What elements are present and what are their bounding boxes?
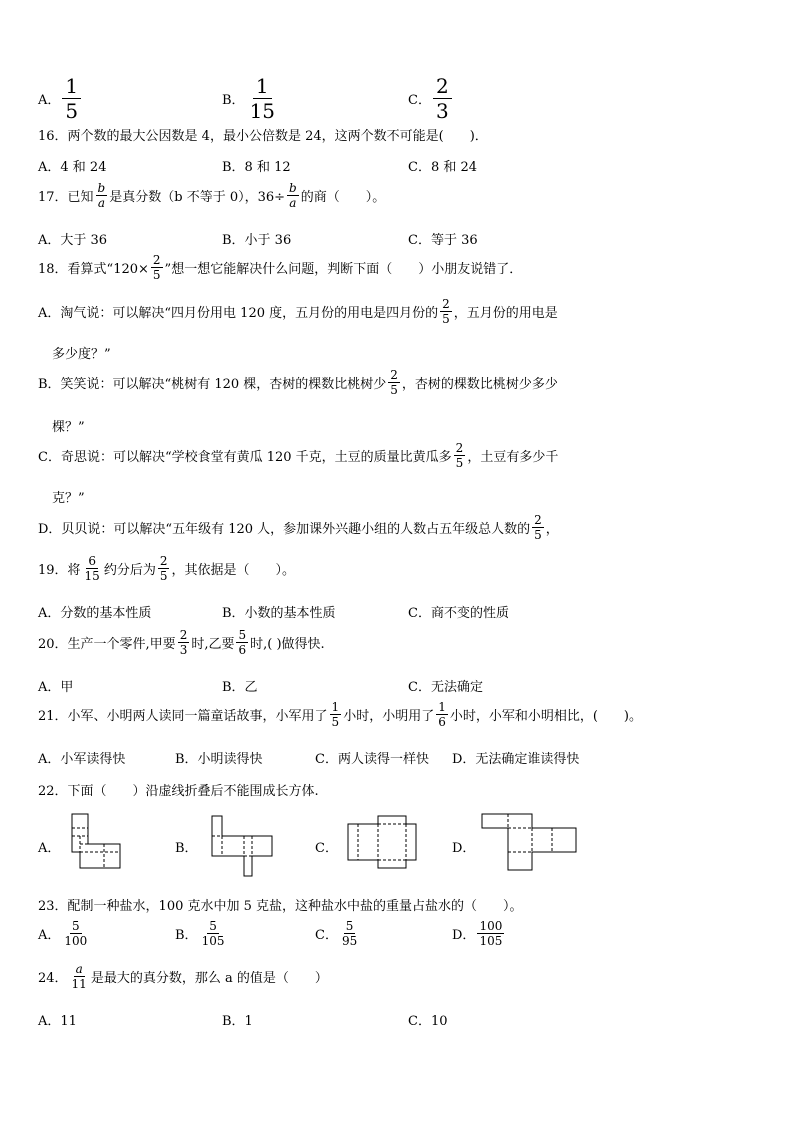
cuboid-net-a [66,812,126,874]
q15-option-a [38,76,83,121]
q24-option-a: A．11 [38,1014,77,1029]
option-label: B． [222,93,245,108]
fraction: $\frac{1}{5}$ [62,76,81,121]
q19-option-a: A．分数的基本性质 [38,606,152,621]
fraction: $\frac{a}{11}$ [71,962,87,991]
q18-option-b-cont: 棵？” [52,420,85,435]
q18-option-a: A．淘气说：可以解决“四月份用电 120 度，五月份的用电是四月份的 $\frac{2}{5}$ ，五月份的用电是 [38,297,558,326]
fraction: $\frac{5}{100}$ [64,919,88,948]
q20-option-a: A．甲 [38,680,74,695]
q22-label-d: D． [452,841,476,856]
fraction: $\frac{100}{105}$ [479,919,503,948]
fraction: $\frac{1}{15}$ [249,74,276,123]
cuboid-net-c [342,812,422,872]
fraction: $\frac{2}{5}$ [390,368,398,397]
fraction: $\frac{5}{6}$ [238,628,247,657]
q19-stem: 19．将 $\frac{6}{15}$ 约分后为 $\frac{2}{5}$ ，其依据是（ ）。 [38,554,295,583]
fraction: $\frac{5}{95}$ [341,919,358,948]
q20-option-c: C．无法确定 [408,680,483,695]
fraction: $\frac{2}{3}$ [179,628,188,657]
q17-option-a: A．大于 36 [38,233,108,248]
q16-option-b: B．8 和 12 [222,160,291,175]
q22-stem: 22．下面（ ）沿虚线折叠后不能围成长方体. [38,784,319,799]
fraction: $\frac{1}{5}$ [331,700,340,729]
fraction: $\frac{2}{5}$ [455,441,464,470]
q23-option-d: D． $\frac{100}{105}$ [452,919,503,948]
q18-option-a-cont: 多少度？” [52,347,111,362]
q22-label-a: A． [38,841,61,856]
q22-label-c: C． [315,841,338,856]
q15-option-b [222,76,280,121]
q23-option-c: C． $\frac{5}{95}$ [315,919,358,948]
q18-option-b: B．笑笑说：可以解决“桃树有 120 棵，杏树的棵数比桃树少 $\frac{2}{5}$ ，杏树的棵数比桃树少多少 [38,368,558,397]
q21-option-c: C．两人读得一样快 [315,752,429,767]
q15-option-c [408,76,454,121]
q21-option-d: D．无法确定谁读得快 [452,752,580,767]
q20-stem: 20．生产一个零件,甲要 $\frac{2}{3}$ 时,乙要 $\frac{5}{6}$ 时,( )做得快. [38,628,325,657]
q23-option-b: B． $\frac{5}{105}$ [175,919,225,948]
q23-stem: 23．配制一种盐水，100 克水中加 5 克盐，这种盐水中盐的重量占盐水的（ ）。 [38,899,523,914]
q17-stem: 17．已知 $\frac{b}{a}$ 是真分数（b 不等于 0），36÷ $\frac{b}{a}$ 的商（ ）。 [38,181,386,210]
fraction: $\frac{5}{105}$ [201,919,225,948]
q24-stem: 24． $\frac{a}{11}$ 是最大的真分数，那么 a 的值是（ ） [38,962,328,991]
q24-option-b: B．1 [222,1014,253,1029]
fraction: $\frac{2}{5}$ [152,253,161,282]
q18-stem: 18．看算式“120× $\frac{2}{5}$ ”想一想它能解决什么问题，判断下面（ ）小朋友说错了． [38,253,523,282]
fraction: $\frac{6}{15}$ [84,554,100,583]
option-label: A． [38,93,61,108]
q19-option-b: B．小数的基本性质 [222,606,336,621]
q17-option-c: C．等于 36 [408,233,478,248]
q16-option-c: C．8 和 24 [408,160,478,175]
fraction: $\frac{2}{5}$ [159,554,168,583]
fraction: $\frac{2}{3}$ [433,76,452,121]
q19-option-c: C．商不变的性质 [408,606,509,621]
q17-option-b: B．小于 36 [222,233,292,248]
fraction: $\frac{b}{a}$ [289,181,297,210]
fraction: $\frac{b}{a}$ [97,181,106,210]
q23-option-a: A． $\frac{5}{100}$ [38,919,88,948]
q16-option-a: A．4 和 24 [38,160,107,175]
fraction: $\frac{2}{5}$ [534,513,542,542]
cuboid-net-b [206,814,278,878]
q16-stem: 16．两个数的最大公因数是 4，最小公倍数是 24，这两个数不可能是( )． [38,129,488,144]
q21-option-a: A．小军读得快 [38,752,126,767]
q21-option-b: B．小明读得快 [175,752,263,767]
q24-option-c: C．10 [408,1014,448,1029]
cuboid-net-d [478,812,580,874]
fraction: $\frac{2}{5}$ [442,297,450,326]
option-label: C． [408,93,431,108]
q22-label-b: B． [175,841,198,856]
q18-option-c-cont: 克？” [52,491,85,506]
q18-option-c: C．奇思说：可以解决“学校食堂有黄瓜 120 千克，土豆的质量比黄瓜多 $\frac{2}{5}$ ，土豆有多少千 [38,441,559,470]
q20-option-b: B．乙 [222,680,258,695]
fraction: $\frac{1}{6}$ [438,700,446,729]
q18-option-d: D．贝贝说：可以解决“五年级有 120 人，参加课外兴趣小组的人数占五年级总人数的 $\frac{2}{5}$ ， [38,513,559,542]
q21-stem: 21．小军、小明两人读同一篇童话故事，小军用了 $\frac{1}{5}$ 小时，小明用了 $\frac{1}{6}$ 小时，小军和小明相比，( )。 [38,700,642,729]
